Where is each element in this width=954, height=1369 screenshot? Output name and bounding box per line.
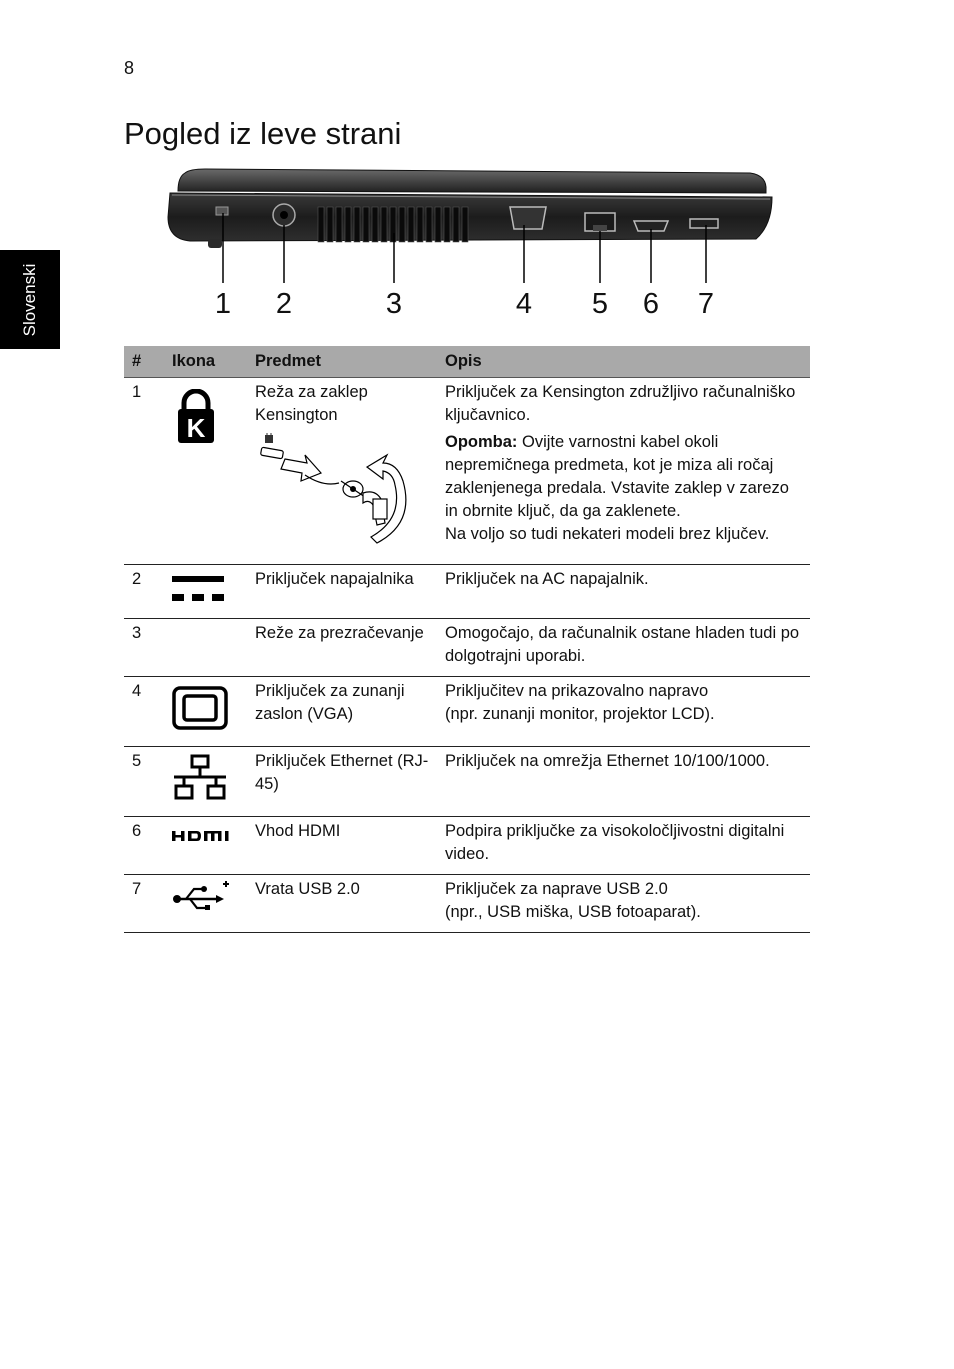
row-desc-2: (npr. zunanji monitor, projektor LCD).	[445, 705, 715, 723]
kensington-lock-icon	[172, 389, 220, 445]
row-num: 6	[124, 817, 164, 875]
note-text: Ovijte varnostni kabel okoli nepremičnega predmeta, kot je miza ali ročaj zaklenjenega predala. Vstavite zaklep v zarezo in obrnite ključ, da ga zaklenete.	[445, 433, 789, 520]
dc-power-icon	[172, 573, 224, 605]
row-num: 5	[124, 747, 164, 817]
row-num: 7	[124, 875, 164, 933]
row-desc: Priključek na AC napajalnik.	[437, 565, 810, 619]
page-title: Pogled iz leve strani	[124, 116, 402, 151]
callout-5: 5	[591, 288, 609, 320]
row-num: 2	[124, 565, 164, 619]
row-note	[445, 431, 802, 546]
table-header-row	[124, 346, 810, 378]
callout-7: 7	[697, 288, 715, 320]
callout-6: 6	[642, 288, 660, 320]
header-desc: Opis	[437, 346, 810, 378]
row-item: Vhod HDMI	[247, 817, 437, 875]
header-icon: Ikona	[164, 346, 247, 378]
row-item: Priključek napajalnika	[247, 565, 437, 619]
usb-icon	[172, 881, 232, 915]
hdmi-icon	[172, 828, 232, 846]
callout-4: 4	[515, 288, 533, 320]
row-desc: Priključek za naprave USB 2.0	[445, 880, 668, 898]
row-item: Reža za zaklep Kensington	[255, 383, 368, 424]
row-desc-2: (npr., USB miška, USB fotoaparat).	[445, 903, 701, 921]
language-side-tab	[0, 250, 60, 349]
table-row	[124, 875, 810, 933]
laptop-left-side-illustration	[160, 165, 780, 325]
table-row	[124, 565, 810, 619]
vga-icon	[172, 686, 228, 730]
ethernet-icon	[172, 754, 228, 804]
page-number: 8	[124, 58, 135, 78]
row-num: 4	[124, 677, 164, 747]
table-row	[124, 378, 810, 565]
note-text-2: Na voljo so tudi nekateri modeli brez ključev.	[445, 525, 770, 543]
callout-3: 3	[385, 288, 403, 320]
table-row	[124, 619, 810, 677]
callout-1: 1	[214, 288, 232, 320]
row-num: 3	[124, 619, 164, 677]
language-tab-label: Slovenski	[20, 263, 39, 336]
svg-text:K: K	[186, 413, 206, 443]
row-num: 1	[124, 378, 164, 565]
row-item: Reže za prezračevanje	[247, 619, 437, 677]
callout-2: 2	[275, 288, 293, 320]
lock-cable-illustration	[255, 433, 425, 551]
row-desc: Omogočajo, da računalnik ostane hladen tudi po dolgotrajni uporabi.	[437, 619, 810, 677]
row-desc: Podpira priključke za visokoločljivostni digitalni video.	[437, 817, 810, 875]
row-item: Priključek Ethernet (RJ-45)	[247, 747, 437, 817]
row-item: Vrata USB 2.0	[247, 875, 437, 933]
row-item: Priključek za zunanji zaslon (VGA)	[247, 677, 437, 747]
row-desc: Priključek na omrežja Ethernet 10/100/1000.	[437, 747, 810, 817]
ports-table	[124, 346, 810, 933]
note-label: Opomba:	[445, 433, 518, 451]
table-row	[124, 817, 810, 875]
table-row	[124, 747, 810, 817]
header-item: Predmet	[247, 346, 437, 378]
row-desc: Priključitev na prikazovalno napravo	[445, 682, 709, 700]
row-desc: Priključek za Kensington združljivo računalniško ključavnico.	[445, 383, 796, 424]
table-row	[124, 677, 810, 747]
header-num: #	[124, 346, 164, 378]
